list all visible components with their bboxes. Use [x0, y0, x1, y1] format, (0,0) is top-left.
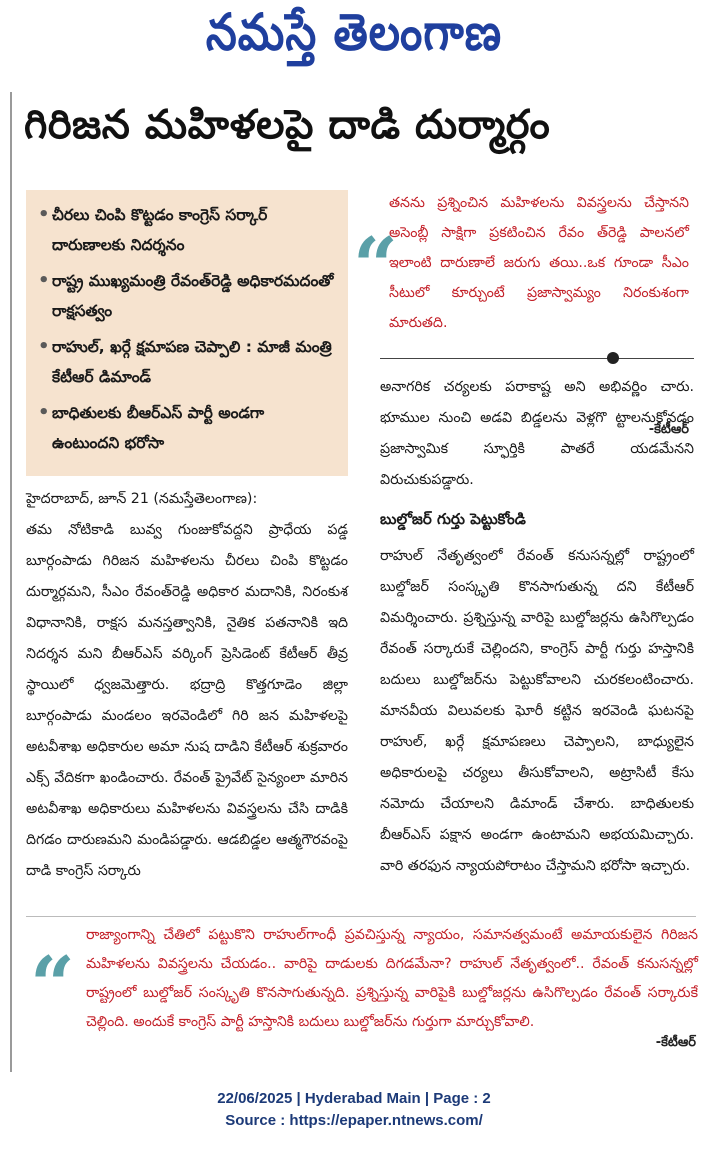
- article-frame: [10, 92, 698, 1072]
- pull-quote-text: రాజ్యాంగాన్ని చేతిలో పట్టుకొని రాహుల్‌గాంధీ ప్రవచిస్తున్న న్యాయం, సమానత్వమంటే అమాయకులైన గిరిజన మహిళలను వివస్త్రలను చేయడం.. వారిపై దాడులకు దిగడమేనా? రాహుల్ నేతృత్వంలో.. రేవంత్ కనుసన్నల్లో రాష్ట్రంలో బుల్డోజర్ సంస్కృతి కొనసాగుతున్నది. ప్రశ్నిస్తున్న వారిపైకి బుల్డోజర్లను ఉసిగొల్పడం రేవంత్ సర్కారుకే చెల్లింది. అందుకే కాంగ్రెస్ పార్టీ హస్తానికి బదులు బుల్డోజర్‌ను గుర్తుగా మార్చుకోవాలి.: [86, 927, 698, 1030]
- pull-quote-text: తనను ప్రశ్నించిన మహిళలను వివస్త్రలను చేస్తానని అసెంబ్లీ సాక్షిగా ప్రకటించిన రేవం త్‌రెడ్డి పాలనలో ఇలాంటి దారుణాలే జరుగు తయి..ఒక గూండా సీఎం సీటులో కూర్చుంటే ప్రజాస్వామ్యం నిరంకుశంగా మారుతది.: [389, 195, 689, 331]
- bullet-icon: •: [38, 270, 50, 291]
- bullet-icon: •: [38, 336, 50, 357]
- right-column: [380, 372, 694, 882]
- divider-dot: [607, 352, 619, 364]
- highlights-box: [26, 190, 348, 476]
- newspaper-logo: నమస్తే తెలంగాణ: [205, 3, 503, 62]
- bullet-icon: •: [38, 204, 50, 225]
- subheading: బుల్డోజర్ గుర్తు పెట్టుకోండి: [380, 510, 526, 528]
- highlight-item: • బాధితులకు బీఆర్ఎస్ పార్టీ అండగా ఉంటుందని భరోసా: [38, 398, 336, 458]
- right-column-body: రాహుల్ నేతృత్వంలో రేవంత్ కనుసన్నల్లో రాష్ట్రంలో బుల్డోజర్ సంస్కృతి కొనసాగుతున్న దని కేటీఆర్ విమర్శించారు. ప్రశ్నిస్తున్న వారిపై బుల్డోజర్లను ఉసిగొల్పడం రేవంత్ సర్కారుకే చెల్లిందని, కాంగ్రెస్ పార్టీ గుర్తు హస్తానికి బదులు బుల్డోజర్‌ను పెట్టుకోవాలని చురకలంటించారు. మానవీయ విలువలకు ఘోరీ కట్టిన ఇరవెండి ఘటనపై రాహుల్, ఖర్గే క్షమాపణలు చెప్పాలని, బాధ్యులైన అధికారులపై చర్యలు తీసుకోవాలని, అట్రాసిటీ కేసు నమోదు చేయాలని డిమాండ్ చేశారు. బాధితులకు బీఆర్ఎస్ పక్షాన అండగా ఉంటామని అభయమిచ్చారు. వారి తరఫున న్యాయపోరాటం చేస్తామని భరోసా ఇచ్చారు.: [380, 548, 694, 874]
- divider-rule: [380, 358, 694, 359]
- left-column-body: తమ నోటికాడి బువ్వ గుంజుకోవద్దని ప్రాధేయ పడ్డ బూర్గంపాడు గిరిజన మహిళలను చీరలు చింపి కొట్టడం దుర్మార్గమని, సీఎం రేవంత్‌రెడ్డి అధికార మదానికి, నిరంకుశ విధానానికి, రాక్షస మనస్తత్వానికి, నైతిక పతనానికి ఇది నిదర్శన మని బీఆర్ఎస్ వర్కింగ్ ప్రెసిడెంట్ కేటీఆర్ తీవ్ర స్థాయిలో ధ్వజమెత్తారు. భద్రాద్రి కొత్తగూడెం జిల్లా బూర్గంపాడు మండలం ఇరవెండిలో గిరి జన మహిళలపై అటవీశాఖ అధికారుల అమా నుష దాడిని కేటీఆర్ శుక్రవారం ఎక్స్ వేదికగా ఖండించారు. రేవంత్ ప్రైవేట్ సైన్యంలా మారిన అటవీశాఖ అధికారులు మహిళలను వివస్త్రలను చేసి దాడికి దిగడం దారుణమని మండిపడ్డారు. ఆడబిడ్డల ఆత్మగౌరవంపై దాడి కాంగ్రెస్ సర్కారు: [26, 522, 348, 879]
- pull-quote-byline: -కేటీఆర్: [655, 1035, 696, 1050]
- footer-source: Source : https://epaper.ntnews.com/: [225, 1112, 483, 1129]
- bullet-icon: •: [38, 402, 50, 423]
- highlight-item: • చీరలు చింపి కొట్టడం కాంగ్రెస్ సర్కార్ దారుణాలకు నిదర్శనం: [38, 200, 336, 260]
- left-column: [26, 484, 348, 887]
- highlight-item: • రాష్ట్ర ముఖ్యమంత్రి రేవంత్‌రెడ్డి అధికారమదంతో రాక్షసత్వం: [38, 266, 336, 326]
- highlight-item: • రాహుల్, ఖర్గే క్షమాపణ చెప్పాలి : మాజీ మంత్రి కేటీఆర్ డిమాండ్: [38, 332, 336, 392]
- headline: గిరిజన మహిళలపై దాడి దుర్మార్గం: [24, 102, 551, 148]
- quote-mark-icon: “: [30, 940, 75, 1031]
- right-column-intro: అనాగరిక చర్యలకు పరాకాష్ట అని అభివర్ణిం చారు. భూముల నుంచి అడవి బిడ్డలను వెళ్లగొ ట్టాలనుకోవడం ప్రజాస్వామిక స్ఫూర్తికి పాతరే యడమేనని విరుచుకుపడ్డారు.: [380, 379, 694, 488]
- quote-mark-icon: “: [353, 221, 398, 312]
- footer-date-edition: 22/06/2025 | Hyderabad Main | Page : 2: [217, 1090, 491, 1107]
- masthead: [0, 0, 708, 80]
- left-border-rule: [10, 92, 12, 1072]
- pull-quote-byline: -కేటీఆర్: [648, 422, 689, 437]
- dateline: హైదరాబాద్, జూన్ 21 (నమస్తేతెలంగాణ):: [26, 491, 258, 507]
- pull-quote-bottom: [26, 916, 696, 1067]
- footer: [0, 1088, 708, 1132]
